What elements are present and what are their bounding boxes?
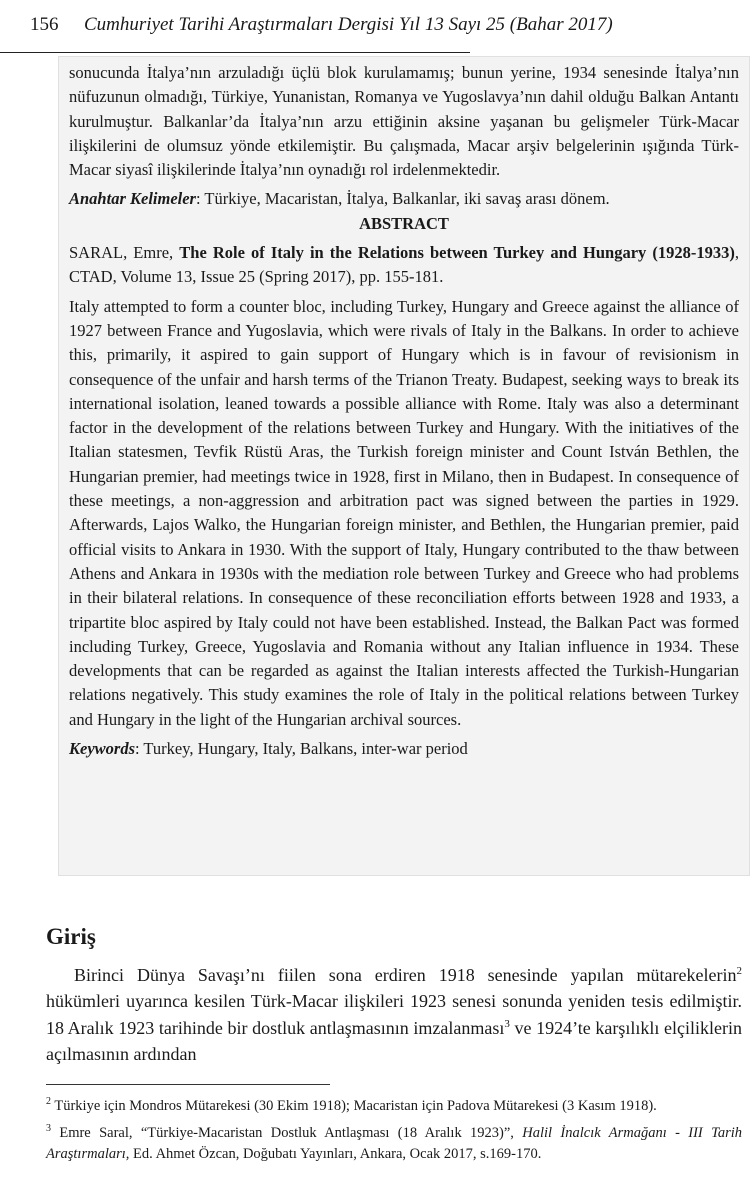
intro-text-3: ve 1924’te karşılıklı elçiliklerin açılmasının ardından <box>46 1017 743 1064</box>
turkish-abstract-continuation: sonucunda İtalya’nın arzuladığı üçlü blok kurulamamış; bunun yerine, 1934 senesinde İtalya’nın nüfuzunun olmadığı, Türkiye, Yunanistan, Romanya ve Yugoslavya’nın dahil olduğu Balkan Antantı kurulmuştur. Balkanlar’da İtalya’nın arzu ettiğinin aksine yaşanan bu gelişmeler Türk-Macar ilişkilerini de olumsuz yönde etkilemiştir. Bu çalışmada, Macar arşiv belgelerinin ışığında Türk-Macar siyasî ilişkilerinde İtalya’nın oynadığı rol irdelenmektedir. <box>69 63 739 180</box>
footnotes <box>46 1096 742 1171</box>
citation-details: , CTAD, Volume 13, Issue 25 (Spring 2017), pp. 155-181. <box>69 243 739 287</box>
abstract-heading: ABSTRACT <box>359 213 449 233</box>
intro-text-1: Birinci Dünya Savaşı’nı fiilen sona erdiren 1918 senesinde yapılan mütarekelerin <box>74 965 737 985</box>
turkish-keywords-text: : Türkiye, Macaristan, İtalya, Balkanlar, iki savaş arası dönem. <box>195 189 610 209</box>
footnote-3-text-b: Ed. Ahmet Özcan, Doğubatı Yayınları, Ankara, Ocak 2017, s.169-170. <box>129 1146 542 1162</box>
citation <box>69 241 739 290</box>
footnote-3 <box>46 1123 742 1165</box>
citation-title: The Role of Italy in the Relations between Turkey and Hungary (1928-1933) <box>179 243 735 263</box>
footnote-2-number: 2 <box>46 1096 51 1108</box>
turkish-keywords <box>69 187 739 211</box>
footnote-ref-3[interactable]: 3 <box>504 1017 510 1030</box>
footnote-3-text-a: Emre Saral, “Türkiye-Macaristan Dostluk Antlaşması (18 Aralık 1923)”, <box>51 1125 523 1141</box>
abstract-content <box>69 61 739 761</box>
intro-text-2: hükümleri uyarınca kesilen Türk-Macar ilişkileri 1923 senesi sonunda yeniden tesis edilmiştir. 18 Aralık 1923 tarihinde bir dostluk antlaşmasının imzalanması <box>46 991 742 1038</box>
citation-author: SARAL, Emre, <box>69 243 180 263</box>
english-abstract: Italy attempted to form a counter bloc, including Turkey, Hungary and Greece against the alliance of 1927 between France and Yugoslavia, which were rivals of Italy in the Balkans. In order to achieve this, primarily, it aspired to gain support of Hungary which is in favour of revisionism in consequence of the unfair and harsh terms of the Trianon Treaty. Budapest, seeking ways to break its international isolation, leaned towards a possible alliance with Rome. Italy was also a determinant factor in the development of the relations between Turkey and Hungary. With the initiatives of the Italian statesmen, Tevfik Rüstü Aras, the Turkish foreign minister and Count István Bethlen, the Hungarian premier, had meetings twice in 1928, first in Milano, then in Budapest. In consequence of these meetings, a non-aggression and arbitration pact was signed between the parties in 1929. Afterwards, Lajos Walko, the Hungarian foreign minister, and Bethlen, the Hungarian premier, paid official visits to Ankara in 1930. With the support of Italy, Hungary contributed to the thaw between Athens and Ankara in 1930s with the mediation role between Turkey and Greece who had problems in their bilateral relations. In consequence of these reconciliation efforts between 1928 and 1933, a tripartite bloc aspired by Italy could not have been established. Instead, the Balkan Pact was formed including Turkey, Greece, Yugoslavia and Romania without any Italian influence in 1934. These developments that can be regarded as against the Italian interests affected the Turkish-Hungarian relations negatively. This study examines the role of Italy in the political relations between Turkey and Hungary in the light of the Hungarian archival sources. <box>69 296 739 729</box>
english-keywords <box>69 737 739 761</box>
abstract-box <box>58 56 750 876</box>
footnote-2-text: Türkiye için Mondros Mütarekesi (30 Ekim 1918); Macaristan için Padova Mütarekesi (3 Kasım 1918). <box>51 1098 657 1114</box>
footnote-3-book-title: Halil İnalcık Armağanı - III Tarih Araştırmaları, <box>46 1125 742 1162</box>
intro-paragraph <box>46 962 742 1067</box>
footnote-divider <box>46 1084 330 1085</box>
footnote-3-number: 3 <box>46 1123 51 1135</box>
english-keywords-label: Keywords <box>69 739 135 759</box>
body-paragraph <box>46 962 742 1067</box>
footnote-ref-2[interactable]: 2 <box>736 965 742 977</box>
page-number: 156 <box>30 14 59 35</box>
turkish-keywords-label: Anahtar Kelimeler <box>69 189 196 209</box>
english-keywords-text: : Turkey, Hungary, Italy, Balkans, inter-war period <box>135 739 468 759</box>
section-heading: Giriş <box>46 924 96 949</box>
journal-title: Cumhuriyet Tarihi Araştırmaları Dergisi Yıl 13 Sayı 25 (Bahar 2017) <box>84 14 613 35</box>
running-header <box>0 0 613 53</box>
footnote-2 <box>46 1096 742 1117</box>
